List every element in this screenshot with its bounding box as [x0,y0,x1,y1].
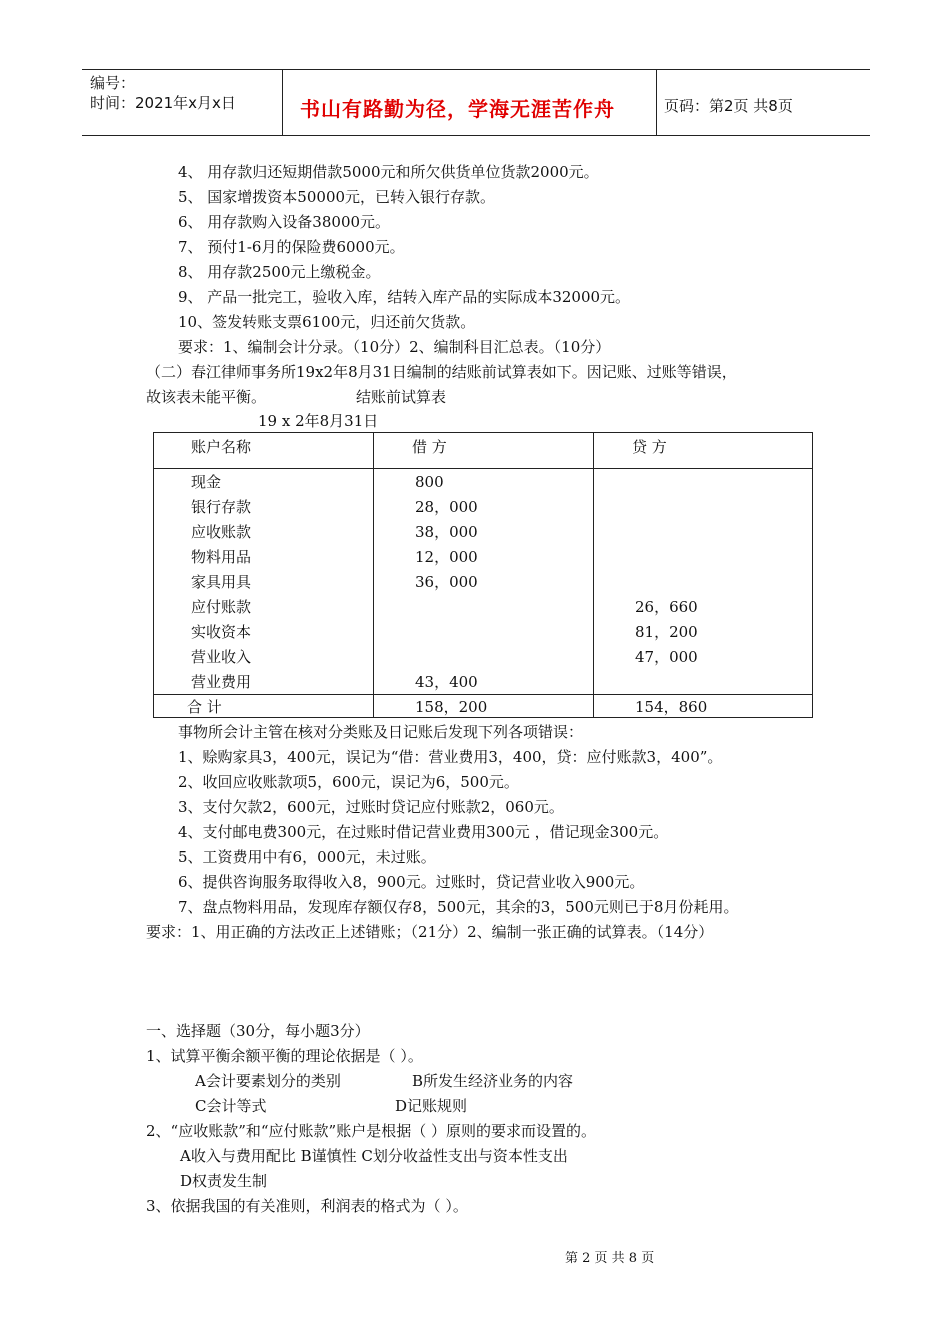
row-account: 现金 [191,473,222,491]
table-header-rule [154,468,812,469]
requirement-2: 要求：1、用正确的方法改正上述错账；（21分）2、编制一张正确的试算表。（14分） [146,923,714,941]
item-line: 10、签发转账支票6100元，归还前欠货款。 [178,313,476,331]
serial-label: 编号： [90,74,136,92]
total-debit: 158，200 [415,698,488,716]
row-account: 应付账款 [191,598,252,616]
error-line: 4、支付邮电费300元，在过账时借记营业费用300元 ，借记现金300元。 [178,823,669,841]
header-divider-left [282,69,283,136]
item-line: 6、 用存款购入设备38000元。 [178,213,391,231]
header-divider-right [656,69,657,136]
error-line: 3、支付欠款2，600元，过账时贷记应付账款2，060元。 [178,798,564,816]
error-line: 6、提供咨询服务取得收入8，900元。过账时，贷记营业收入900元。 [178,873,645,891]
item-line: 5、 国家增拨资本50000元，已转入银行存款。 [178,188,496,206]
error-line: 7、盘点物料用品，发现库存额仅存8，500元，其余的3，500元则已于8月份耗用。 [178,898,739,916]
error-line: 5、工资费用中有6，000元，未过账。 [178,848,436,866]
row-account: 家具用具 [191,573,252,591]
error-line: 1、赊购家具3，400元，误记为“借：营业费用3，400，贷：应付账款3，400”。 [178,748,723,766]
row-account: 应收账款 [191,523,252,541]
table-col-divider [593,433,594,717]
errors-intro: 事物所会计主管在核对分类账及日记账后发现下列各项错误： [178,723,584,741]
q1-option-c: C会计等式 [195,1097,267,1115]
question-2: 2、“应收账款”和“应付账款”账户是根据（ ）原则的要求而设置的。 [146,1122,596,1140]
q2-option-d: D权责发生制 [180,1172,268,1190]
table-title: 结账前试算表 [356,388,447,406]
row-account: 银行存款 [191,498,252,516]
time-label: 时间：2021年x月x日 [90,94,236,112]
error-line: 2、收回应收账款项5，600元，误记为6，500元。 [178,773,519,791]
requirement-1: 要求：1、编制会计分录。（10分）2、编制科目汇总表。（10分） [178,338,611,356]
table-col-divider [373,433,374,717]
header-debit: 借 方 [412,438,447,456]
total-label: 合 计 [187,698,222,716]
question-3: 3、依据我国的有关准则，利润表的格式为（ ）。 [146,1197,468,1215]
header-account: 账户名称 [191,438,252,456]
row-debit: 43，400 [415,673,478,691]
item-line: 8、 用存款2500元上缴税金。 [178,263,381,281]
page-footer: 第 2 页 共 8 页 [565,1251,655,1266]
total-credit: 154，860 [635,698,708,716]
header-top-rule [82,69,870,70]
q1-option-b: B所发生经济业务的内容 [412,1072,574,1090]
item-line: 4、 用存款归还短期借款5000元和所欠供货单位货款2000元。 [178,163,599,181]
row-debit: 800 [415,473,444,491]
row-debit: 28，000 [415,498,478,516]
row-credit: 81，200 [635,623,698,641]
row-account: 营业收入 [191,648,252,666]
section2-intro-line2: 故该表未能平衡。 [146,388,267,406]
row-account: 实收资本 [191,623,252,641]
header-motto: 书山有路勤为径，学海无涯苦作舟 [300,97,615,121]
row-account: 营业费用 [191,673,252,691]
question-1: 1、试算平衡余额平衡的理论依据是（ ）。 [146,1047,423,1065]
item-line: 7、 预付1-6月的保险费6000元。 [178,238,405,256]
page-code: 页码：第2页 共8页 [664,97,793,115]
row-credit: 47，000 [635,648,698,666]
table-total-rule [154,694,812,695]
choice-section-title: 一、选择题（30分，每小题3分） [146,1022,370,1040]
q1-option-d: D记账规则 [395,1097,468,1115]
row-debit: 38，000 [415,523,478,541]
row-debit: 36，000 [415,573,478,591]
section2-intro-line1: （二）春江律师事务所19x2年8月31日编制的结账前试算表如下。因记账、过账等错误， [146,363,737,381]
header-bottom-rule [82,135,870,136]
header-credit: 贷 方 [632,438,667,456]
q2-options-abc: A收入与费用配比 B谨慎性 C划分收益性支出与资本性支出 [180,1147,568,1165]
table-date: 19 x 2年8月31日 [258,412,379,430]
row-credit: 26，660 [635,598,698,616]
row-account: 物料用品 [191,548,252,566]
row-debit: 12，000 [415,548,478,566]
q1-option-a: A会计要素划分的类别 [195,1072,341,1090]
item-line: 9、 产品一批完工，验收入库，结转入库产品的实际成本32000元。 [178,288,631,306]
trial-balance-table [153,432,813,718]
